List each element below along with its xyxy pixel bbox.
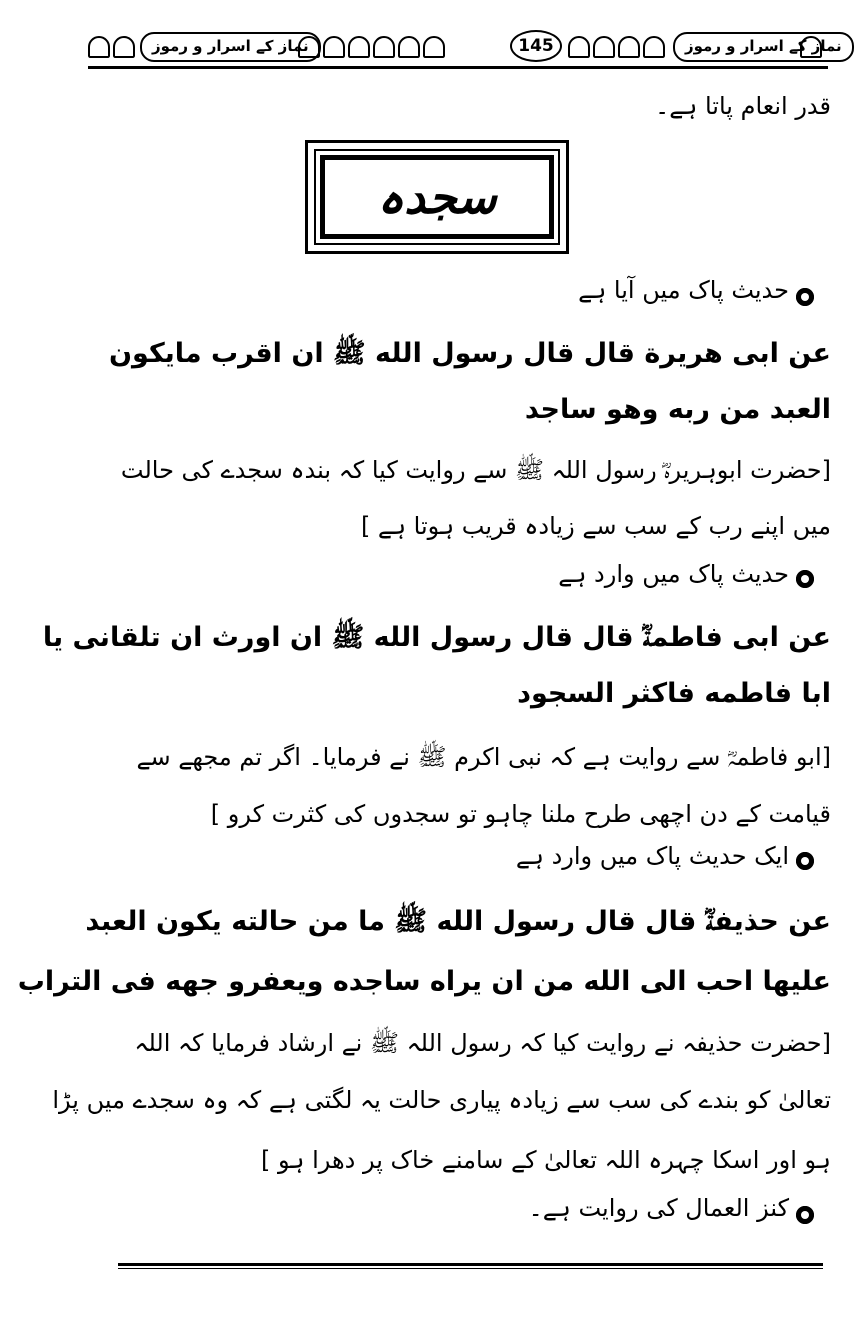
hadith-3-urdu-line-1: [حضرت حذیفہ نے روایت کیا کہ رسول اللہ ﷺ نے ارشاد فرمایا کہ اللہ: [134, 1029, 831, 1057]
hadith-3-arabic-line-1: عن حذیفةؓ قال قال رسول الله ﷺ ما من حالته یکون العبد: [85, 906, 831, 937]
hadith-1-arabic-line-1: عن ابی هریرة قال قال رسول الله ﷺ ان اقرب مایکون: [108, 338, 831, 369]
hadith-1-intro: حدیث پاک میں آیا ہے: [578, 276, 789, 304]
hadith-2-arabic-line-2: ابا فاطمه فاکثر السجود: [517, 678, 831, 709]
hadith-1-arabic-line-2: العبد من ربه وهو ساجد: [524, 394, 831, 425]
intro-line: قدر انعام پاتا ہے۔: [655, 92, 831, 120]
header-ornament-left: [88, 34, 135, 60]
section-title: سجدہ: [377, 170, 497, 224]
hadith-2-urdu-line-2: قیامت کے دن اچھی طرح ملنا چاہو تو سجدوں کی کثرت کرو ]: [210, 800, 831, 828]
hadith-2-intro: حدیث پاک میں وارد ہے: [558, 560, 789, 588]
header-ornament-right: [800, 34, 822, 60]
running-title-left: نماز کے اسرار و رموز: [140, 32, 321, 62]
closing-line: کنز العمال کی روایت ہے۔: [528, 1194, 789, 1222]
header-ornament-mid-left: [298, 34, 445, 60]
hadith-3-arabic-line-2: علیها احب الی الله من ان یراه ساجده ویعفرو جهه فی التراب: [17, 966, 831, 997]
running-title-right: نماز کے اسرار و رموز: [673, 32, 854, 62]
hadith-3-urdu-line-3: ہو اور اسکا چہرہ اللہ تعالیٰ کے سامنے خاک پر دھرا ہو ]: [261, 1146, 831, 1174]
footer-rule: [118, 1263, 823, 1269]
bullet-icon: [796, 1206, 814, 1224]
bullet-icon: [796, 288, 814, 306]
hadith-2-urdu-line-1: [ابو فاطمہؓ سے روایت ہے کہ نبی اکرم ﷺ نے فرمایا۔ اگر تم مجھے سے: [136, 743, 831, 771]
bullet-icon: [796, 852, 814, 870]
hadith-2-arabic-line-1: عن ابی فاطمةؓ قال قال رسول الله ﷺ ان اورث ان تلقانی یا: [42, 622, 831, 653]
section-title-box: [305, 140, 569, 254]
page-header: [88, 26, 842, 69]
bullet-icon: [796, 570, 814, 588]
hadith-3-urdu-line-2: تعالیٰ کو بندے کی سب سے زیادہ پیاری حالت یہ لگتی ہے کہ وہ سجدے میں پڑا: [52, 1086, 831, 1114]
hadith-1-urdu-line-1: [حضرت ابوہریرہؓ رسول اللہ ﷺ سے روایت کیا کہ بندہ سجدے کی حالت: [120, 456, 831, 484]
header-ornament-mid-right: [568, 34, 665, 60]
page-number: 145: [510, 30, 562, 62]
hadith-1-urdu-line-2: میں اپنے رب کے سب سے زیادہ قریب ہوتا ہے ]: [360, 512, 831, 540]
hadith-3-intro: ایک حدیث پاک میں وارد ہے: [515, 842, 789, 870]
